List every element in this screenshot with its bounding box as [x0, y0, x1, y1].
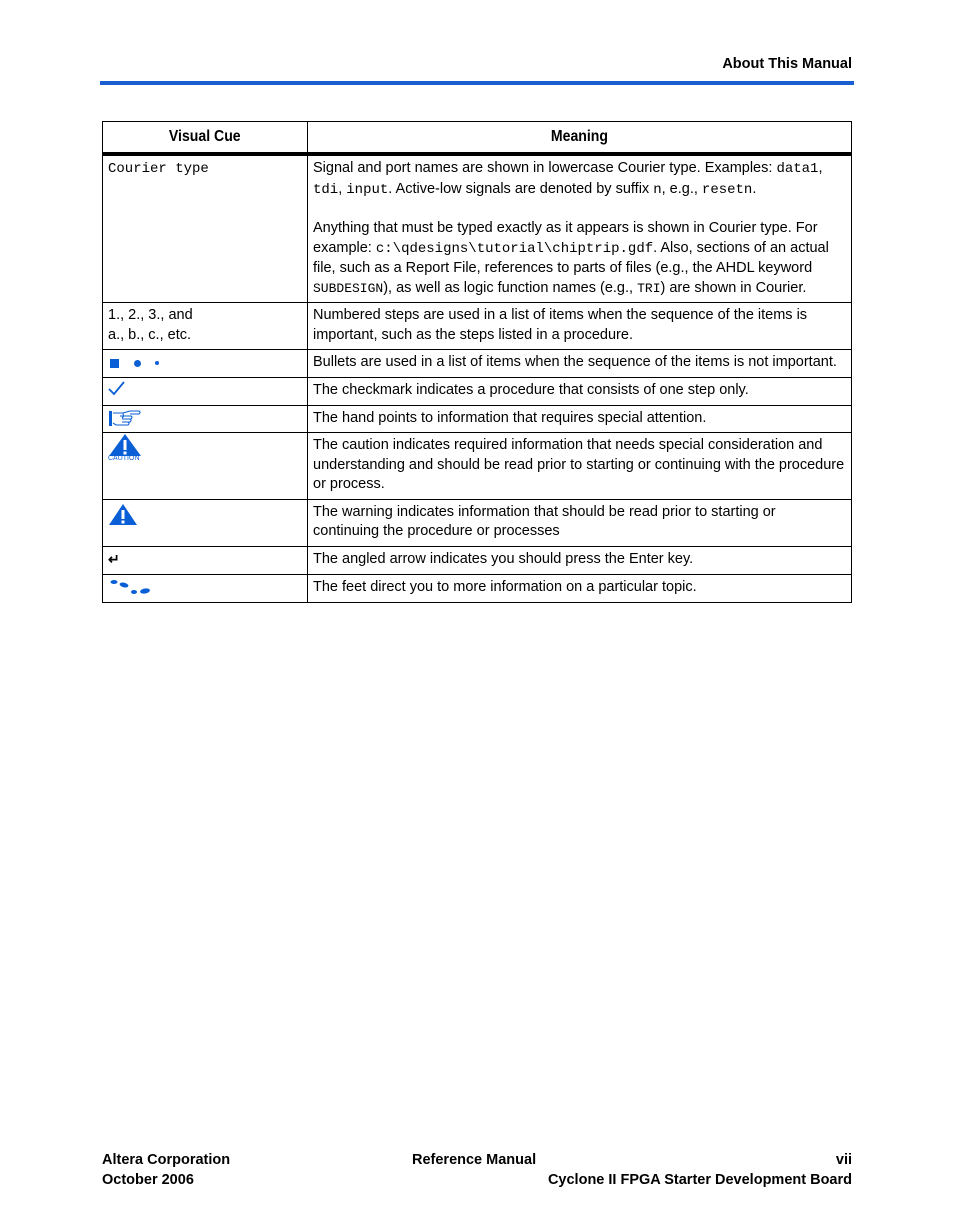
meaning-cell	[308, 154, 852, 303]
header-rule	[100, 81, 854, 85]
cue-cell	[103, 433, 308, 500]
meaning-cell: The checkmark indicates a procedure that consists of one step only.	[308, 378, 852, 406]
footer-date: October 2006	[102, 1171, 194, 1188]
footer-center	[412, 1151, 536, 1171]
table-header-row	[103, 122, 852, 155]
meaning-cell: The feet direct you to more information on a particular topic.	[308, 575, 852, 603]
enter-arrow-icon: ↵	[108, 550, 120, 567]
footprints-icon	[108, 578, 152, 596]
cue-cell	[103, 405, 308, 433]
cue-cell	[103, 546, 308, 575]
table-row	[103, 575, 852, 603]
table-row	[103, 433, 852, 500]
pointing-hand-icon	[108, 409, 142, 427]
warning-icon	[108, 503, 138, 526]
meaning-cell: Bullets are used in a list of items when the sequence of the items is not important.	[308, 350, 852, 378]
checkmark-icon	[108, 381, 126, 397]
footer-right	[548, 1151, 852, 1190]
meaning-paragraph: Signal and port names are shown in lowercase Courier type. Examples: data1, tdi, input. Active-low signals are denoted by suffix n, e.g., resetn.	[313, 160, 823, 198]
cue-cell	[103, 350, 308, 378]
meaning-cell: Numbered steps are used in a list of items when the sequence of the items is important, such as the steps listed in a procedure.	[308, 303, 852, 350]
cue-courier-type: Courier type	[108, 161, 209, 177]
cue-lettered-steps: a., b., c., etc.	[108, 326, 192, 343]
footer-company: Altera Corporation	[102, 1152, 231, 1168]
cue-cell	[103, 154, 308, 303]
meaning-cell: The hand points to information that requires special attention.	[308, 405, 852, 433]
column-header-visual-cue: Visual Cue	[103, 122, 308, 155]
cue-numbered-steps: 1., 2., 3., and	[108, 307, 193, 323]
table-row	[103, 499, 852, 546]
table-row	[103, 378, 852, 406]
footer-doc-type: Reference Manual	[412, 1152, 537, 1168]
cue-cell	[103, 499, 308, 546]
table-row	[103, 546, 852, 575]
caution-label: CAUTION	[108, 455, 140, 462]
table-row	[103, 405, 852, 433]
meaning-cell: The warning indicates information that should be read prior to starting or continuing the procedure or processes	[308, 499, 852, 546]
cue-cell	[103, 575, 308, 603]
meaning-cell: The angled arrow indicates you should press the Enter key.	[308, 546, 852, 575]
circle-bullet-icon	[134, 360, 141, 367]
footer-page-number: vii	[835, 1152, 852, 1168]
footer-left	[102, 1151, 230, 1190]
table-row	[103, 350, 852, 378]
square-bullet-icon	[110, 359, 119, 368]
cue-cell	[103, 378, 308, 406]
running-header-title: About This Manual	[722, 56, 852, 72]
table-row	[103, 303, 852, 350]
column-header-meaning: Meaning	[308, 122, 852, 155]
table-row	[103, 154, 852, 303]
cue-cell	[103, 303, 308, 350]
meaning-paragraph: Anything that must be typed exactly as it appears is shown in Courier type. For example: c:\qdesigns\tutorial\chiptrip.gdf. Also, sections of an actual file, such as a Report File, references to parts of files (e.g., the AHDL keyword SUBDESIGN), as well as logic function names (e.g., TRI) are shown in Courier.	[313, 220, 829, 296]
meaning-cell: The caution indicates required information that needs special consideration and understanding and should be read prior to starting or continuing with the procedure or process.	[308, 433, 852, 500]
dot-bullet-icon	[155, 361, 159, 365]
visual-cues-table	[102, 121, 852, 603]
footer-product: Cyclone II FPGA Starter Development Board	[547, 1171, 852, 1188]
caution-icon	[108, 433, 142, 457]
